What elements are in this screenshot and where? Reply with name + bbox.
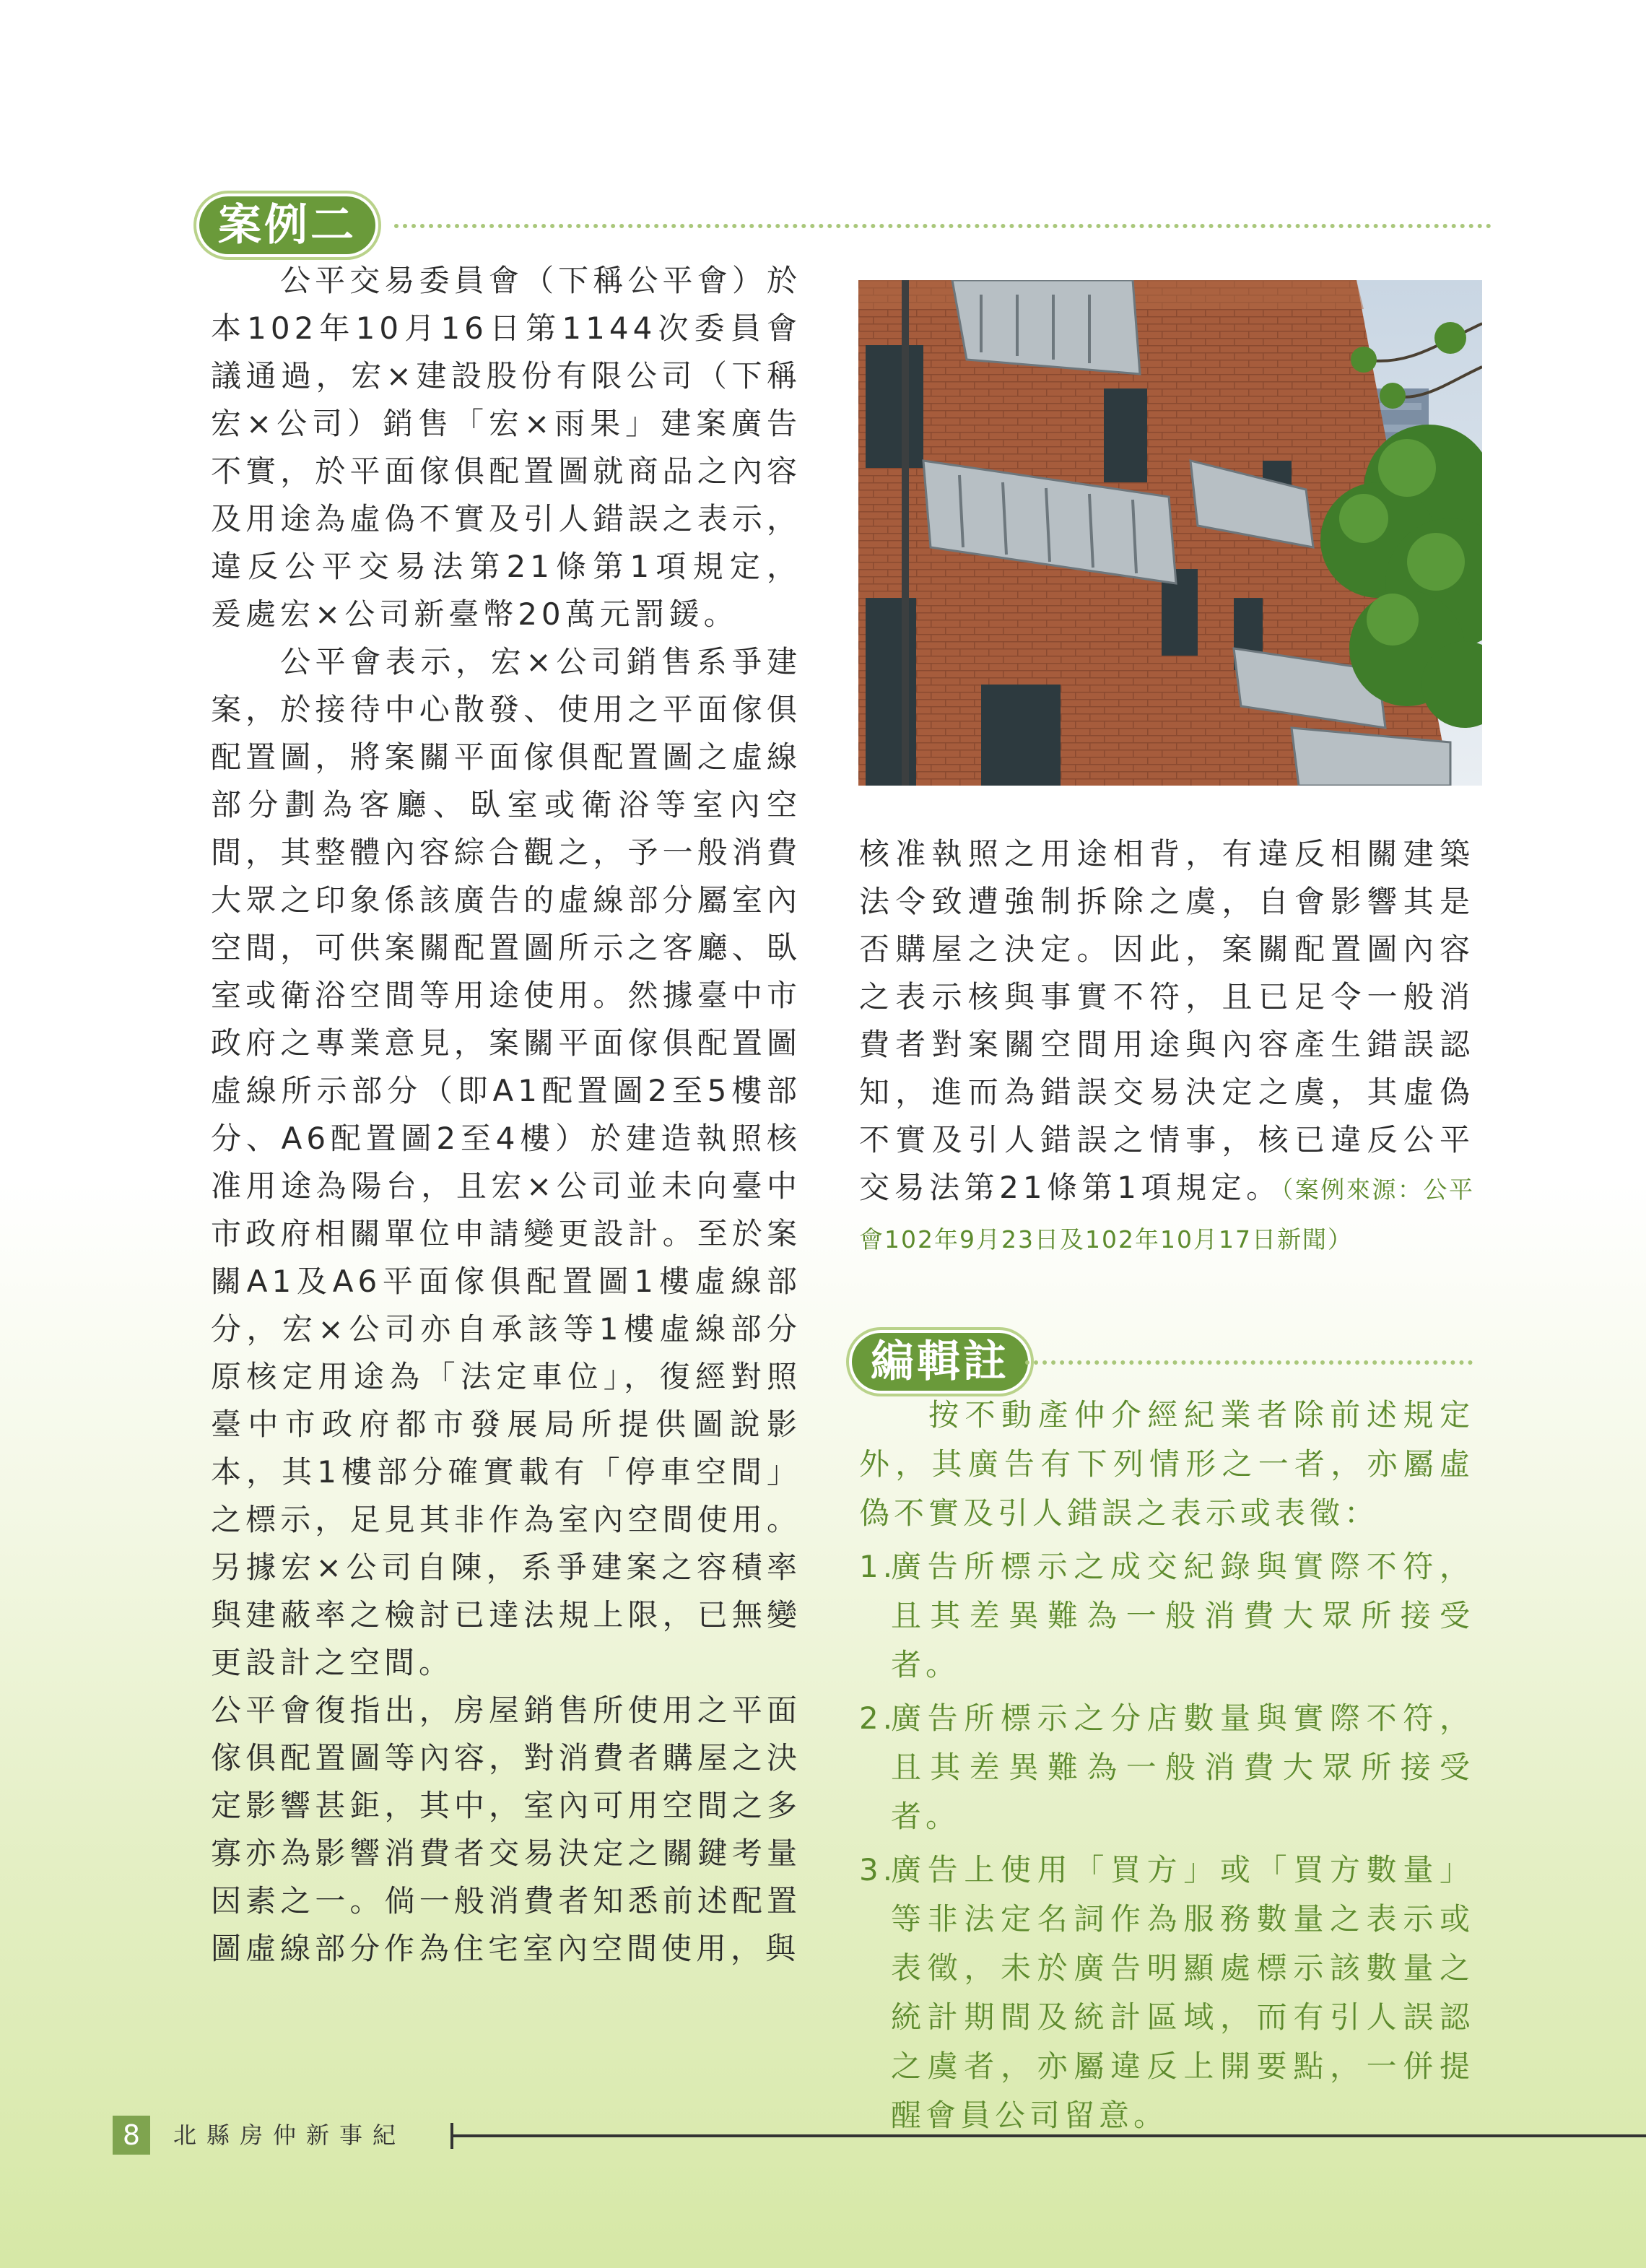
building-photo [858, 280, 1482, 786]
note-item-1-number: 1. [859, 1549, 897, 1584]
heading-divider [394, 224, 1492, 228]
building-photo-icon [858, 280, 1482, 786]
footer-rule [453, 2134, 1646, 2137]
case-heading-label: 案例二 [199, 196, 375, 254]
note-heading-divider [1025, 1360, 1473, 1365]
note-heading-label: 編輯註 [852, 1333, 1028, 1391]
note-item-1-text: 廣告所標示之成交紀錄與實際不符，且其差異難為一般消費大眾所接受者。 [891, 1549, 1474, 1682]
note-item-3 [859, 1846, 1474, 2140]
note-heading [852, 1333, 1473, 1391]
case-paragraph-1: 公平交易委員會（下稱公平會）於本102年10月16日第1144次委員會議通過，宏×建設股份有限公司（下稱宏×公司）銷售「宏×雨果」建案廣告不實，於平面傢俱配置圖就商品之內容及用途為虛偽不實及引人錯誤之表示，違反公平交易法第21條第1項規定，爰處宏×公司新臺幣20萬元罰鍰。 [211, 263, 801, 632]
case-source: （案例來源：公平會102年9月23日及102年10月17日新聞） [859, 1176, 1475, 1254]
note-intro: 按不動產仲介經紀業者除前述規定外，其廣告有下列情形之一者，亦屬虛偽不實及引人錯誤之表示或表徵： [859, 1397, 1474, 1531]
case-paragraph-2: 公平會表示，宏×公司銷售系爭建案，於接待中心散發、使用之平面傢俱配置圖，將案關平面傢俱配置圖之虛線部分劃為客廳、臥室或衛浴等室內空間，其整體內容綜合觀之，予一般消費大眾之印象係該廣告的虛線部分屬室內空間，可供案關配置圖所示之客廳、臥室或衛浴空間等用途使用。然據臺中市政府之專業意見，案關平面傢俱配置圖虛線所示部分（即A1配置圖2至5樓部分、A6配置圖2至4樓）於建造執照核准用途為陽台，且宏×公司並未向臺中市政府相關單位申請變更設計。至於案關A1及A6平面傢俱配置圖1樓虛線部分，宏×公司亦自承該等1樓虛線部分原核定用途為「法定車位」，復經對照臺中市政府都市發展局所提供圖說影本，其1樓部分確實載有「停車空間」之標示，足見其非作為室內空間使用。另據宏×公司自陳，系爭建案之容積率與建蔽率之檢討已達法規上限，已無變更設計之空間。 [211, 644, 801, 1680]
note-item-3-number: 3. [859, 1852, 897, 1887]
case-continuation [859, 830, 1474, 1264]
case-heading [199, 196, 1492, 254]
case-paragraph-3: 公平會復指出，房屋銷售所使用之平面傢俱配置圖等內容，對消費者購屋之決定影響甚鉅，其中，室內可用空間之多寡亦為影響消費者交易決定之關鍵考量因素之一。倘一般消費者知悉前述配置圖虛線部分作為住宅室內空間使用，與 [211, 1693, 801, 1966]
page-number: 8 [113, 2116, 150, 2155]
note-body [859, 1391, 1474, 2140]
note-item-2-number: 2. [859, 1700, 897, 1736]
note-item-2 [859, 1694, 1474, 1841]
case-body-right [859, 830, 1474, 1264]
case-body-left [211, 257, 801, 1973]
publication-title: 北縣房仲新事紀 [173, 2121, 406, 2149]
note-item-3-text: 廣告上使用「買方」或「買方數量」等非法定名詞作為服務數量之表示或表徵，未於廣告明顯處標示該數量之統計期間及統計區域，而有引人誤認之虞者，亦屬違反上開要點，一併提醒會員公司留意。 [891, 1852, 1474, 2133]
note-item-2-text: 廣告所標示之分店數量與實際不符，且其差異難為一般消費大眾所接受者。 [891, 1700, 1474, 1834]
note-item-1 [859, 1542, 1474, 1690]
case-continuation-text: 核准執照之用途相背，有違反相關建築法令致遭強制拆除之虞，自會影響其是否購屋之決定。因此，案關配置圖內容之表示核與事實不符，且已足令一般消費者對案關空間用途與內容產生錯誤認知，進而為錯誤交易決定之虞，其虛偽不實及引人錯誤之情事，核已違反公平交易法第21條第1項規定。 [859, 836, 1474, 1205]
